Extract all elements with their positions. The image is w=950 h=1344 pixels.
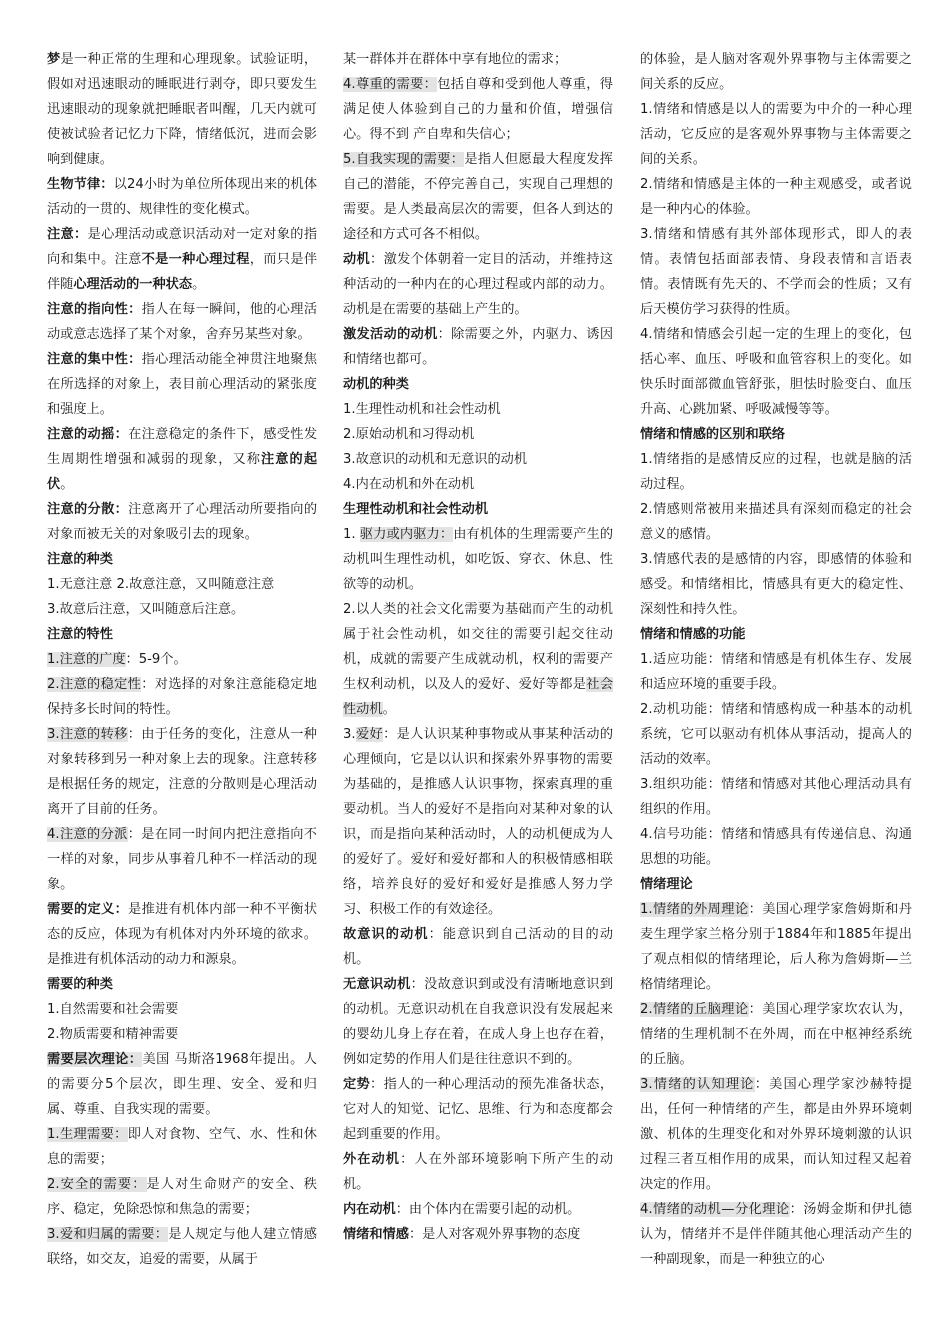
para-continued: 某一群体并在群体中享有地位的需求；	[343, 52, 568, 67]
list-item: 1.生理性动机和社会性动机	[343, 402, 501, 417]
para-attention: 注意：是心理活动或意识活动对一定对象的指向和集中。注意不是一种心理过程，而只是伴伴随心理活动的一种状态。	[47, 227, 318, 292]
list-item: 1.无意注意 2.故意注意，又叫随意注意	[47, 577, 275, 592]
list-item: 2.物质需要和精神需要	[47, 1027, 179, 1042]
heading-physio-social-motivation: 生理性动机和社会性动机	[343, 502, 489, 517]
para-emotion: 情绪和情感：是人对客观外界事物的态度	[343, 1227, 581, 1242]
list-item: 1.情绪的外周理论：美国心理学家詹姆斯和丹麦生理学家兰格分别于1884年和1885年提出了观点相似的情绪理论，后人称为詹姆斯—兰格情绪理论。	[640, 902, 912, 992]
para-unconscious-motivation: 无意识动机：没故意识到或没有清晰地意识到的动机。无意识动机在自我意识没有发展起来的婴幼儿身上存在着，在成人身上也存在着，例如定势的作用人们是往往意识不到的。	[343, 977, 614, 1067]
list-item: 2.注意的稳定性：对选择的对象注意能稳定地保持多长时间的特性。	[47, 677, 317, 717]
list-item: 1. 驱力或内驱力：由有机体的生理需要产生的动机叫生理性动机，如吃饭、穿衣、休息、性欲等的动机。	[343, 527, 614, 592]
heading-emotion-theories: 情绪理论	[640, 877, 693, 892]
list-item: 2.情感则常被用来描述具有深刻而稳定的社会意义的感情。	[640, 502, 912, 542]
list-item: 3.爱和归属的需要：是人规定与他人建立情感联络，如交友，追爱的需要，从属于	[47, 1227, 317, 1267]
list-item: 2.安全的需要：是人对生命财产的安全、秩序、稳定，免除恐惊和焦急的需要；	[47, 1177, 317, 1217]
column-2	[343, 47, 613, 1247]
list-item: 1.自然需要和社会需要	[47, 1002, 179, 1017]
heading-need-types: 需要的种类	[47, 977, 113, 992]
list-item: 2.动机功能：情绪和情感构成一种基本的动机系统，它可以驱动有机体从事活动，提高人的活动的效率。	[640, 702, 912, 767]
list-item: 3.情感代表的是感情的内容，即感情的体验和感受。和情绪相比，情感具有更大的稳定性、深刻性和持久性。	[640, 552, 912, 617]
column-1	[47, 47, 317, 1272]
list-item: 2.原始动机和习得动机	[343, 427, 475, 442]
list-item: 1.生理需要：即人对食物、空气、水、性和休息的需要；	[47, 1127, 317, 1167]
list-item: 3.故意识的动机和无意识的动机	[343, 452, 528, 467]
para-biorhythm: 生物节律：以24小时为单位所体现出来的机体活动的一贯的、规律性的变化模式。	[47, 177, 318, 217]
para-motivation: 动机：激发个体朝着一定目的活动，并维持这种活动的一种内在的心理过程或内部的动力。动机是在需要的基础上产生的。	[343, 252, 614, 317]
list-item: 2.情绪的丘脑理论：美国心理学家坎农认为，情绪的生理机制不在外周，而在中枢神经系统的丘脑。	[640, 1002, 912, 1067]
list-item: 4.尊重的需要：包括自尊和受到他人尊重，得满足使人体验到自己的力量和价值，增强信心。得不到 产自卑和失信心；	[343, 77, 613, 142]
para-attention-distraction: 注意的分散：注意离开了心理活动所要指向的对象而被无关的对象吸引去的现象。	[47, 502, 318, 542]
heading-attention-features: 注意的特性	[47, 627, 113, 642]
para-set: 定势：指人的一种心理活动的预先准备状态，它对人的知觉、记忆、思维、行为和态度都会起到重要的作用。	[343, 1077, 614, 1142]
heading-attention-types: 注意的种类	[47, 552, 113, 567]
para-attention-focus: 注意的集中性：指心理活动能全神贯注地聚焦在所选择的对象上，表目前心理活动的紧张度和强度上。	[47, 352, 318, 417]
list-item: 4.情绪的动机—分化理论：汤姆金斯和伊扎德认为，情绪并不是伴伴随其他心理活动产生的一种副现象，而是一种独立的心	[640, 1202, 912, 1267]
list-item: 3.情绪和情感有其外部体现形式，即人的表情。表情包括面部表情、身段表情和言语表情。表情既有先天的、不学而会的性质；又有后天模仿学习获得的性质。	[640, 227, 912, 317]
para-dream: 梦是一种正常的生理和心理现象。试验证明，假如对迅速眼动的睡眠进行剥夺，即只要发生迅速眼动的现象就把睡眠者叫醒，几天内就可使被试验者记忆力下降，情绪低沉，进而会影响到健康。	[47, 52, 318, 167]
list-item: 3.爱好：是人认识某种事物或从事某种活动的心理倾向，它是以认识和探索外界事物的需要为基础的，是推感人认识事物，探索真理的重要动机。当人的爱好不是指向对某种对象的认识，而是指向某种活动时，人的动机便成为人的爱好了。爱好和爱好都和人的积极情感相联络，培养良好的爱好和爱好是推感人努力学习、积极工作的有效途径。	[343, 727, 614, 917]
list-item: 1.适应功能：情绪和情感是有机体生存、发展和适应环境的重要手段。	[640, 652, 912, 692]
list-item: 1.注意的广度：5-9个。	[47, 652, 187, 667]
list-item: 3.组织功能：情绪和情感对其他心理活动具有组织的作用。	[640, 777, 912, 817]
list-item: 1.情绪和情感是以人的需要为中介的一种心理活动，它反应的是客观外界事物与主体需要之间的关系。	[640, 102, 912, 167]
list-item: 4.内在动机和外在动机	[343, 477, 475, 492]
heading-emotion-difference: 情绪和情感的区别和联络	[640, 427, 786, 442]
list-item: 3.注意的转移：由于任务的变化，注意从一种对象转移到另一种对象上去的现象。注意转移是根据任务的规定，注意的分散则是心理活动离开了目前的任务。	[47, 727, 317, 817]
list-item: 2.以人类的社会文化需要为基础而产生的动机属于社会性动机，如交往的需要引起交往动机，成就的需要产生成就动机，权利的需要产生权利动机，以及人的爱好、爱好等都是社会性动机。	[343, 602, 614, 717]
list-item: 4.注意的分派：是在同一时间内把注意指向不一样的对象，同步从事着几种不一样活动的现象。	[47, 827, 317, 892]
list-item: 4.信号功能：情绪和情感具有传递信息、沟通思想的功能。	[640, 827, 912, 867]
column-3	[640, 47, 912, 1272]
list-item: 3.情绪的认知理论：美国心理学家沙赫特提出，任何一种情绪的产生，都是由外界环境刺激、机体的生理变化和对外界环境刺激的认识过程三者互相作用的成果，而认知过程又起着决定的作用。	[640, 1077, 912, 1192]
heading-emotion-functions: 情绪和情感的功能	[640, 627, 746, 642]
para-intrinsic-motivation: 内在动机：由个体内在需要引起的动机。	[343, 1202, 581, 1217]
para-continued: 的体验，是人脑对客观外界事物与主体需要之间关系的反应。	[640, 52, 912, 92]
para-need-definition: 需要的定义：是推进有机体内部一种不平衡状态的反应，体现为有机体对内外环境的欲求。是推进有机体活动的动力和源泉。	[47, 902, 318, 967]
heading-motivation-types: 动机的种类	[343, 377, 409, 392]
para-attention-direction: 注意的指向性：指人在每一瞬间，他的心理活动或意志选择了某个对象，舍弃另某些对象。	[47, 302, 318, 342]
list-item: 3.故意后注意，又叫随意后注意。	[47, 602, 245, 617]
para-motivation-trigger: 激发活动的动机：除需要之外，内驱力、诱因和情绪也都可。	[343, 327, 614, 367]
list-item: 4.情绪和情感会引起一定的生理上的变化，包括心率、血压、呼吸和血管容积上的变化。如快乐时面部微血管舒张，胆怯时脸变白、血压升高、心跳加紧、呼吸减慢等等。	[640, 327, 912, 417]
para-attention-fluctuation: 注意的动摇：在注意稳定的条件下，感受性发生周期性增强和减弱的现象，又称注意的起伏。	[47, 427, 318, 492]
para-conscious-motivation: 故意识的动机：能意识到自己活动的目的动机。	[343, 927, 614, 967]
list-item: 1.情绪指的是感情反应的过程，也就是脑的活动过程。	[640, 452, 912, 492]
list-item: 2.情绪和情感是主体的一种主观感受，或者说是一种内心的体验。	[640, 177, 912, 217]
list-item: 5.自我实现的需要：是指人但愿最大程度发挥自己的潜能，不停完善自己，实现自己理想的需要。是人类最高层次的需要，但各人到达的途径和方式可各不相似。	[343, 152, 613, 242]
para-extrinsic-motivation: 外在动机：人在外部环境影响下所产生的动机。	[343, 1152, 614, 1192]
para-need-hierarchy: 需要层次理论：美国 马斯洛1968年提出。人的需要分5个层次，即生理、安全、爱和归属、尊重、自我实现的需要。	[47, 1052, 317, 1117]
